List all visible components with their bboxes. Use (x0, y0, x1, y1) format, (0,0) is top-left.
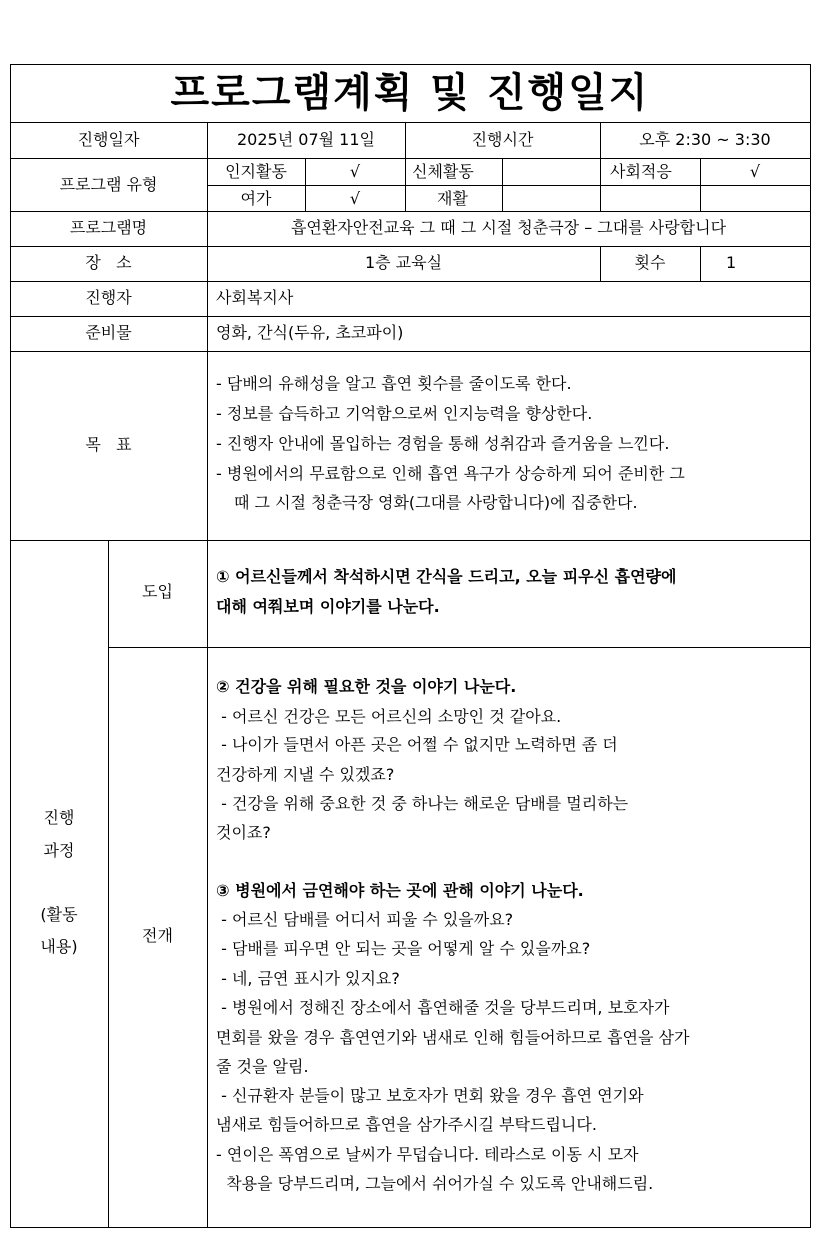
process-label-3: (활동 (40, 905, 78, 924)
date-label: 진행일자 (77, 130, 140, 149)
process-label-1: 진행 (43, 808, 75, 827)
develop-line: - 건강을 위해 중요한 것 중 하나는 해로운 담배를 멀리하는 (216, 794, 629, 813)
program-name-value: 흡연환자안전교육 그 때 그 시절 청춘극장 – 그대를 사랑합니다 (290, 218, 727, 237)
develop-line: - 연이은 폭염으로 날씨가 무덥습니다. 테라스로 이동 시 모자 (216, 1145, 639, 1164)
develop-line: - 네, 금연 표시가 있지요? (216, 969, 400, 988)
develop-heading-2: ③ 병원에서 금연해야 하는 곳에 관해 이야기 나눈다. (216, 881, 584, 900)
goal-item: - 병원에서의 무료함으로 인해 흡연 욕구가 상승하게 되어 준비한 그 (216, 464, 685, 483)
type-label: 프로그램 유형 (59, 175, 158, 194)
time-value: 오후 2:30 ~ 3:30 (639, 130, 771, 149)
goal-item: - 정보를 습득하고 기억함으로써 인지능력을 향상한다. (216, 404, 593, 423)
count-label: 횟수 (634, 253, 666, 272)
materials-value: 영화, 간식(두유, 초코파이) (216, 323, 404, 342)
develop-line: 냄새로 힘들어하므로 흡연을 삼가주시길 부탁드립니다. (216, 1115, 597, 1134)
place-value: 1층 교육실 (364, 253, 443, 272)
intro-line: ① 어르신들께서 착석하시면 간식을 드리고, 오늘 피우신 흡연량에 (216, 567, 677, 586)
develop-line: - 어르신 담배를 어디서 피울 수 있을까요? (216, 910, 514, 929)
program-name-label: 프로그램명 (69, 218, 148, 237)
develop-line: 것이죠? (216, 823, 271, 842)
intro-line: 대해 여쭤보며 이야기를 나눈다. (216, 597, 440, 616)
develop-line: 착용을 당부드리며, 그늘에서 쉬어가실 수 있도록 안내해드림. (216, 1174, 654, 1193)
date-value: 2025년 07월 11일 (237, 130, 375, 149)
goal-label: 목 표 (85, 435, 132, 454)
intro-label: 도입 (142, 582, 173, 601)
develop-label: 전개 (142, 926, 173, 945)
leader-label: 진행자 (85, 288, 132, 307)
type-cognitive-check: √ (349, 162, 361, 181)
leader-value: 사회복지사 (216, 288, 294, 307)
type-cognitive: 인지활동 (225, 162, 287, 181)
process-label-2: 과정 (43, 841, 75, 860)
develop-line: - 어르신 건강은 모든 어르신의 소망인 것 같아요. (216, 707, 562, 726)
type-physical: 신체활동 (412, 162, 474, 181)
develop-line: 건강하게 지낼 수 있겠죠? (216, 765, 395, 784)
place-label: 장 소 (85, 253, 132, 272)
type-leisure: 여가 (240, 189, 272, 208)
process-label-4: 내용) (40, 937, 78, 956)
goal-item: 때 그 시절 청춘극장 영화(그대를 사랑합니다)에 집중한다. (234, 493, 638, 512)
time-label: 진행시간 (471, 130, 534, 149)
type-rehab: 재활 (437, 189, 468, 208)
count-value: 1 (726, 253, 737, 272)
develop-line: 면회를 왔을 경우 흡연연기와 냄새로 인해 힘들어하므로 흡연을 삼가 (216, 1028, 690, 1047)
materials-label: 준비물 (85, 323, 132, 342)
goal-item: - 진행자 안내에 몰입하는 경험을 통해 성취감과 즐거움을 느낀다. (216, 434, 670, 453)
develop-line: - 신규환자 분들이 많고 보호자가 면회 왔을 경우 흡연 연기와 (216, 1086, 644, 1105)
type-social: 사회적응 (610, 162, 672, 181)
develop-line: - 병원에서 정해진 장소에서 흡연해줄 것을 당부드리며, 보호자가 (216, 998, 670, 1017)
develop-line: 줄 것을 알림. (216, 1057, 309, 1076)
develop-line: - 나이가 들면서 아픈 곳은 어쩔 수 없지만 노력하면 좀 더 (216, 735, 618, 754)
document-title: 프로그램계획 및 진행일지 (170, 70, 650, 116)
type-leisure-check: √ (349, 189, 361, 208)
goal-item: - 담배의 유해성을 알고 흡연 횟수를 줄이도록 한다. (216, 374, 572, 393)
type-social-check: √ (749, 162, 761, 181)
develop-heading-1: ② 건강을 위해 필요한 것을 이야기 나눈다. (216, 677, 517, 696)
develop-line: - 담배를 피우면 안 되는 곳을 어떻게 알 수 있을까요? (216, 939, 591, 958)
